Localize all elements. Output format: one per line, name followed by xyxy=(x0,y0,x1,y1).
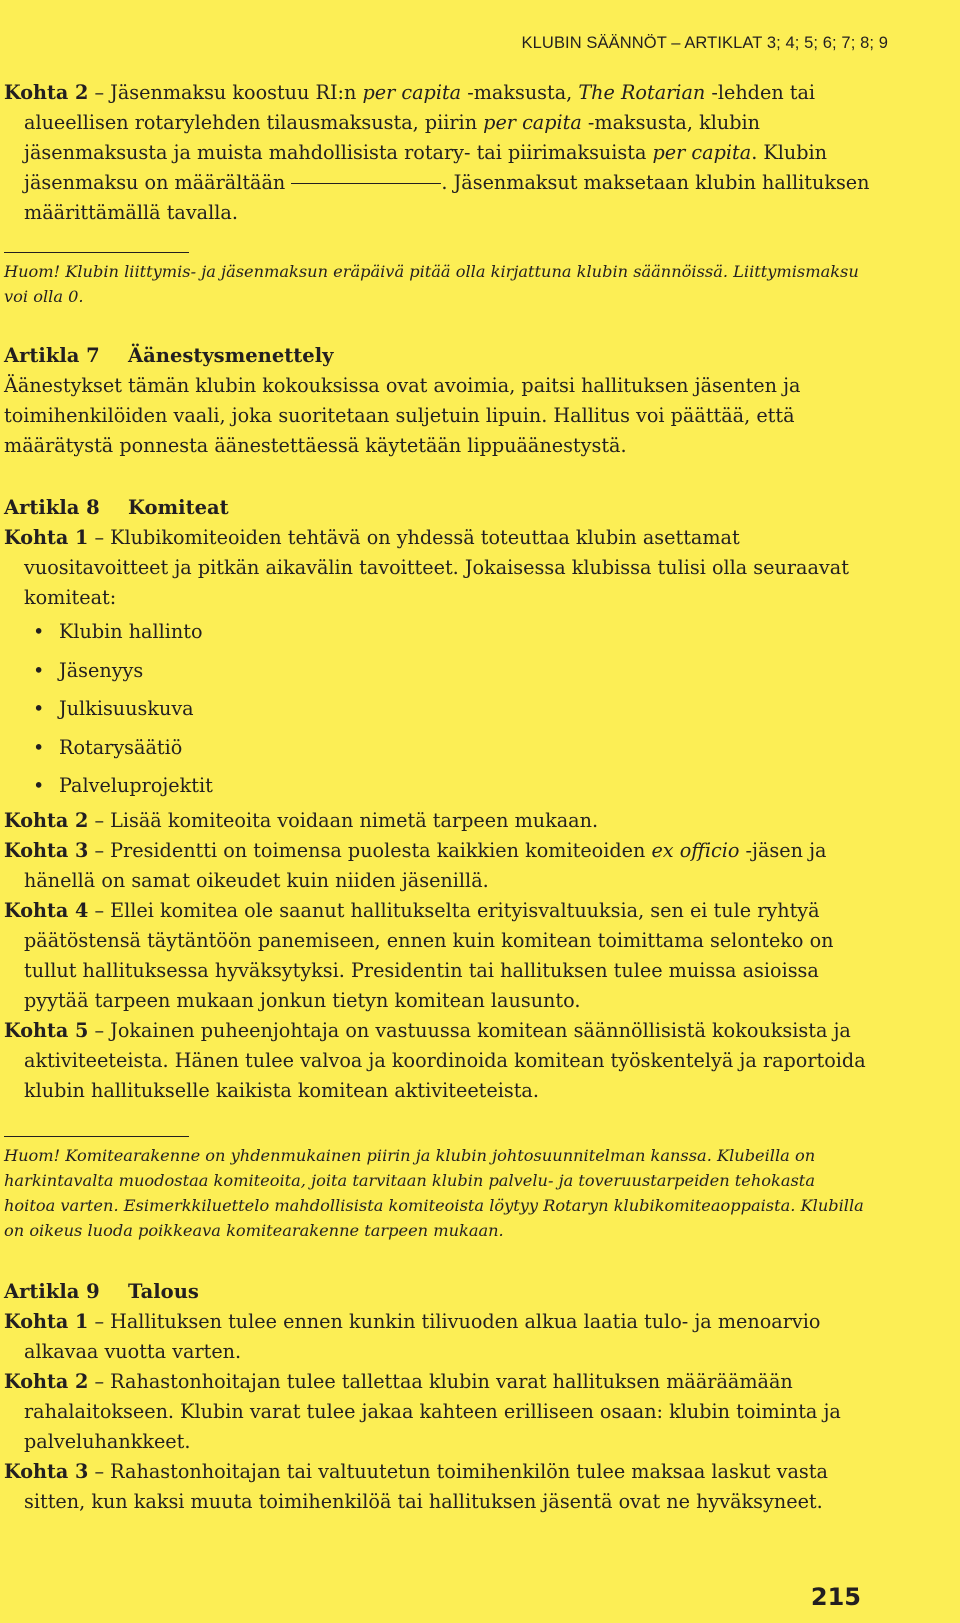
kohta-label: Kohta 4 xyxy=(4,898,89,922)
list-item: • Jäsenyys xyxy=(24,652,884,691)
text-fragment: . Klubin jäsenmaksu on määrältään xyxy=(24,141,827,194)
article-title: Komiteat xyxy=(128,496,229,519)
kohta-label: Kohta 2 xyxy=(4,1370,89,1393)
italic-term: The Rotarian xyxy=(578,81,706,104)
kohta-label: Kohta 3 xyxy=(4,838,89,862)
committee-list xyxy=(4,613,884,806)
list-item: • Rotarysäätiö xyxy=(24,729,884,768)
note-divider xyxy=(4,252,189,253)
text-fragment: – Jäsenmaksu koostuu RI:n xyxy=(88,81,363,104)
artikla-9 xyxy=(4,1277,884,1517)
note-text: Huom! Klubin liittymis- ja jäsenmaksun eräpäivä pitää olla kirjattuna klubin säännöissä. Liittymismaksu voi olla 0. xyxy=(4,262,859,306)
kohta-label: Kohta 1 xyxy=(4,1310,89,1333)
kohta-5-paragraph xyxy=(4,1016,884,1106)
kohta-label: Kohta 5 xyxy=(4,1018,89,1042)
page-number: 215 xyxy=(810,1583,861,1611)
artikla-7-text: Äänestykset tämän klubin kokouksissa ovat avoimia, paitsi hallituksen jäsenten ja toimihenkilöiden vaali, joka suoritetaan suljetuin lipuin. Hallitus voi päättää, että määrätystä ponnesta äänestettäessä käytetään lippuäänestystä. xyxy=(4,374,801,457)
kohta-2-paragraph xyxy=(4,1367,884,1457)
note-divider xyxy=(4,1136,189,1137)
note-1 xyxy=(4,252,884,309)
artikla-7 xyxy=(4,341,884,461)
kohta-3-paragraph xyxy=(4,836,884,896)
kohta-2-membership-fee xyxy=(4,78,884,228)
text-fragment: – Lisää komiteoita voidaan nimetä tarpeen mukaan. xyxy=(88,808,599,832)
list-item: • Klubin hallinto xyxy=(24,613,884,652)
italic-term: per capita xyxy=(483,111,582,134)
kohta-label: Kohta 1 xyxy=(4,526,89,549)
text-fragment: -jäsen ja hänellä on samat oikeudet kuin niiden jäsenillä. xyxy=(24,838,827,892)
article-number: Artikla 7 xyxy=(4,344,100,367)
text-fragment: – Jokainen puheenjohtaja on vastuussa komitean säännöllisistä kokouksista ja aktiviteeteista. Hänen tulee valvoa ja koordinoida komitean työskentelyä ja raportoida klubin hallitukselle kaikista komitean aktiviteeteista. xyxy=(24,1018,866,1102)
text-fragment: – Rahastonhoitajan tai valtuutetun toimihenkilön tulee maksaa laskut vasta sitten, kun kaksi muuta toimihenkilöä tai hallituksen jäsentä ovat ne hyväksyneet. xyxy=(24,1460,828,1513)
kohta-2-paragraph xyxy=(4,78,884,228)
running-header: KLUBIN SÄÄNNÖT – ARTIKLAT 3; 4; 5; 6; 7; 8; 9 xyxy=(521,34,888,52)
text-fragment: -lehden tai alueellisen rotarylehden tilausmaksusta, piirin xyxy=(24,81,816,134)
kohta-3-paragraph xyxy=(4,1457,884,1517)
kohta-4-paragraph xyxy=(4,896,884,1016)
artikla-9-heading xyxy=(4,1277,884,1307)
italic-term: ex officio xyxy=(651,838,740,862)
text-fragment: – Hallituksen tulee ennen kunkin tilivuoden alkua laatia tulo- ja menoarvio alkavaa vuotta varten. xyxy=(24,1310,821,1363)
kohta-label: Kohta 2 xyxy=(4,81,89,104)
text-fragment: -maksusta, klubin jäsenmaksusta ja muista mahdollisista rotary- tai piirimaksuista xyxy=(24,111,760,164)
artikla-8 xyxy=(4,493,884,1106)
text-fragment: – Presidentti on toimensa puolesta kaikkien komiteoiden xyxy=(88,838,652,862)
article-title: Äänestysmenettely xyxy=(128,344,334,367)
kohta-1-paragraph xyxy=(4,523,884,613)
text-fragment: – Ellei komitea ole saanut hallitukselta erityisvaltuuksia, sen ei tule ryhtyä päätöstensä täytäntöön panemiseen, ennen kuin komitean toimittama selonteko on tullut hallituksessa hyväksytyksi. Presidentin tai hallituksen tulee muissa asioissa pyytää tarpeen mukaan jonkun tietyn komitean lausunto. xyxy=(24,898,834,1012)
article-title: Talous xyxy=(128,1280,199,1303)
list-item: • Palveluprojektit xyxy=(24,767,884,806)
artikla-7-heading xyxy=(4,341,884,371)
kohta-label: Kohta 2 xyxy=(4,808,89,832)
text-fragment: . Jäsenmaksut maksetaan klubin hallituksen määrittämällä tavalla. xyxy=(24,171,870,224)
article-number: Artikla 9 xyxy=(4,1280,100,1303)
kohta-1-paragraph xyxy=(4,1307,884,1367)
italic-term: per capita xyxy=(362,81,462,104)
note-text: Huom! Komitearakenne on yhdenmukainen piirin ja klubin johtosuunnitelman kanssa. Klubeilla on harkintavalta muodostaa komiteoita, joita tarvitaan klubin palvelu- ja toveruustarpeiden tehokasta hoitoa varten. Esimerkkiluettelo mahdollisista komiteoista löytyy Rotaryn klubikomiteaoppaista. Klubilla on oikeus luoda poikkeava komitearakenne tarpeen mukaan. xyxy=(4,1146,864,1240)
italic-term: per capita xyxy=(652,141,752,164)
fee-blank-field xyxy=(291,182,441,184)
list-item: • Julkisuuskuva xyxy=(24,690,884,729)
text-fragment: – Klubikomiteoiden tehtävä on yhdessä toteuttaa klubin asettamat vuositavoitteet ja pitkän aikavälin tavoitteet. Jokaisessa klubissa tulisi olla seuraavat komiteat: xyxy=(24,526,849,609)
note-2 xyxy=(4,1136,884,1243)
kohta-2-paragraph xyxy=(4,806,884,836)
article-number: Artikla 8 xyxy=(4,496,100,519)
text-fragment: – Rahastonhoitajan tulee tallettaa klubin varat hallituksen määräämään rahalaitokseen. Klubin varat tulee jakaa kahteen erilliseen osaan: klubin toiminta ja palveluhankkeet. xyxy=(24,1370,841,1453)
artikla-8-heading xyxy=(4,493,884,523)
kohta-label: Kohta 3 xyxy=(4,1460,89,1483)
text-fragment: -maksusta, xyxy=(461,81,579,104)
